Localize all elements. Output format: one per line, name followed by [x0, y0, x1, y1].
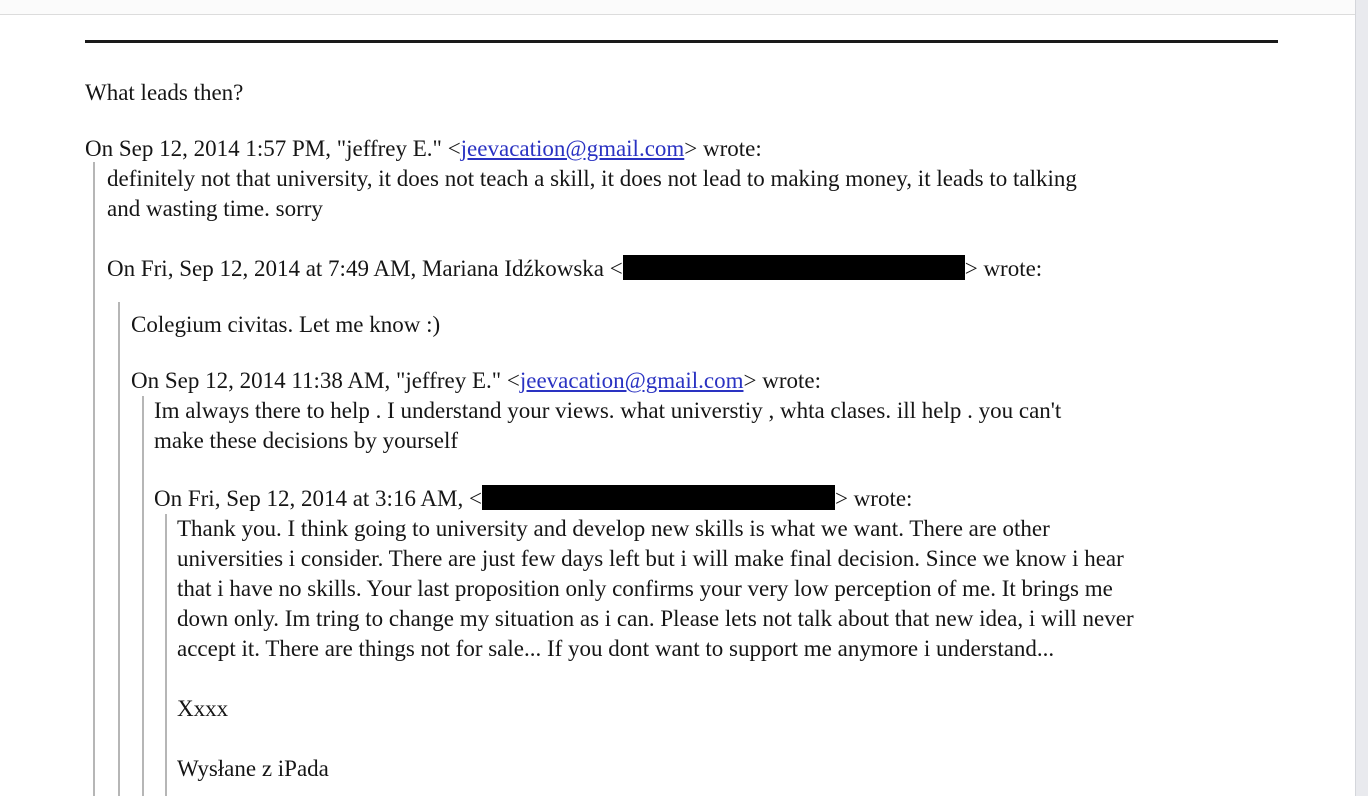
quote4-signoff: Xxxx: [177, 696, 229, 721]
quote1-header-prefix: On Sep 12, 2014 1:57 PM, "jeffrey E." <: [85, 136, 461, 161]
quote4-header: [154, 484, 912, 514]
quote4-body-line5: accept it. There are things not for sale... If you dont want to support me anymore i understand...: [177, 636, 1055, 661]
quote2-header-suffix: > wrote:: [964, 256, 1043, 281]
quote-bar-level2: [118, 302, 120, 796]
quote1-body-line1: definitely not that university, it does not teach a skill, it does not lead to making money, it leads to talking: [107, 166, 1077, 191]
reply-text: What leads then?: [85, 80, 244, 105]
scrollbar-strip[interactable]: [1355, 0, 1368, 796]
quote4-signature: Wysłane z iPada: [177, 756, 329, 781]
quote4-header-prefix: On Fri, Sep 12, 2014 at 3:16 AM, <: [154, 486, 482, 511]
quote-bar-level1: [93, 162, 95, 796]
quote3-body-line1: Im always there to help . I understand your views. what universtiy , whta clases. ill help . you can't: [154, 398, 1062, 423]
quote2-header-prefix: On Fri, Sep 12, 2014 at 7:49 AM, Mariana Idźkowska <: [107, 256, 623, 281]
quote3-header: [131, 366, 821, 396]
quote3-header-suffix: > wrote:: [743, 368, 821, 393]
quote3-body-line2: make these decisions by yourself: [154, 428, 459, 453]
quote4-body-line2: universities i consider. There are just few days left but i will make final decision. Since we know i hear: [177, 546, 1124, 571]
quote-bar-level4: [165, 514, 167, 796]
quote3-email-link[interactable]: jeevacation@gmail.com: [519, 368, 744, 393]
quote4-header-suffix: > wrote:: [834, 486, 913, 511]
quote1-body-line2: and wasting time. sorry: [107, 196, 323, 221]
quote4-body-line1: Thank you. I think going to university and develop new skills is what we want. There are other: [177, 516, 1050, 541]
redaction-bar: [623, 255, 965, 280]
quote-bar-level3: [142, 396, 144, 796]
quote4-body-line4: down only. Im tring to change my situation as i can. Please lets not talk about that new idea, i will never: [177, 606, 1134, 631]
quote2-header: [107, 254, 1042, 284]
header-rule: [85, 40, 1278, 43]
redaction-bar: [482, 485, 835, 510]
quote1-email-link[interactable]: jeevacation@gmail.com: [460, 136, 685, 161]
quote1-header-suffix: > wrote:: [684, 136, 762, 161]
quote1-header: [85, 134, 762, 164]
quote2-body: Colegium civitas. Let me know :): [131, 312, 441, 337]
quote3-header-prefix: On Sep 12, 2014 11:38 AM, "jeffrey E." <: [131, 368, 520, 393]
quote4-body-line3: that i have no skills. Your last proposition only confirms your very low perception of me. It brings me: [177, 576, 1113, 601]
